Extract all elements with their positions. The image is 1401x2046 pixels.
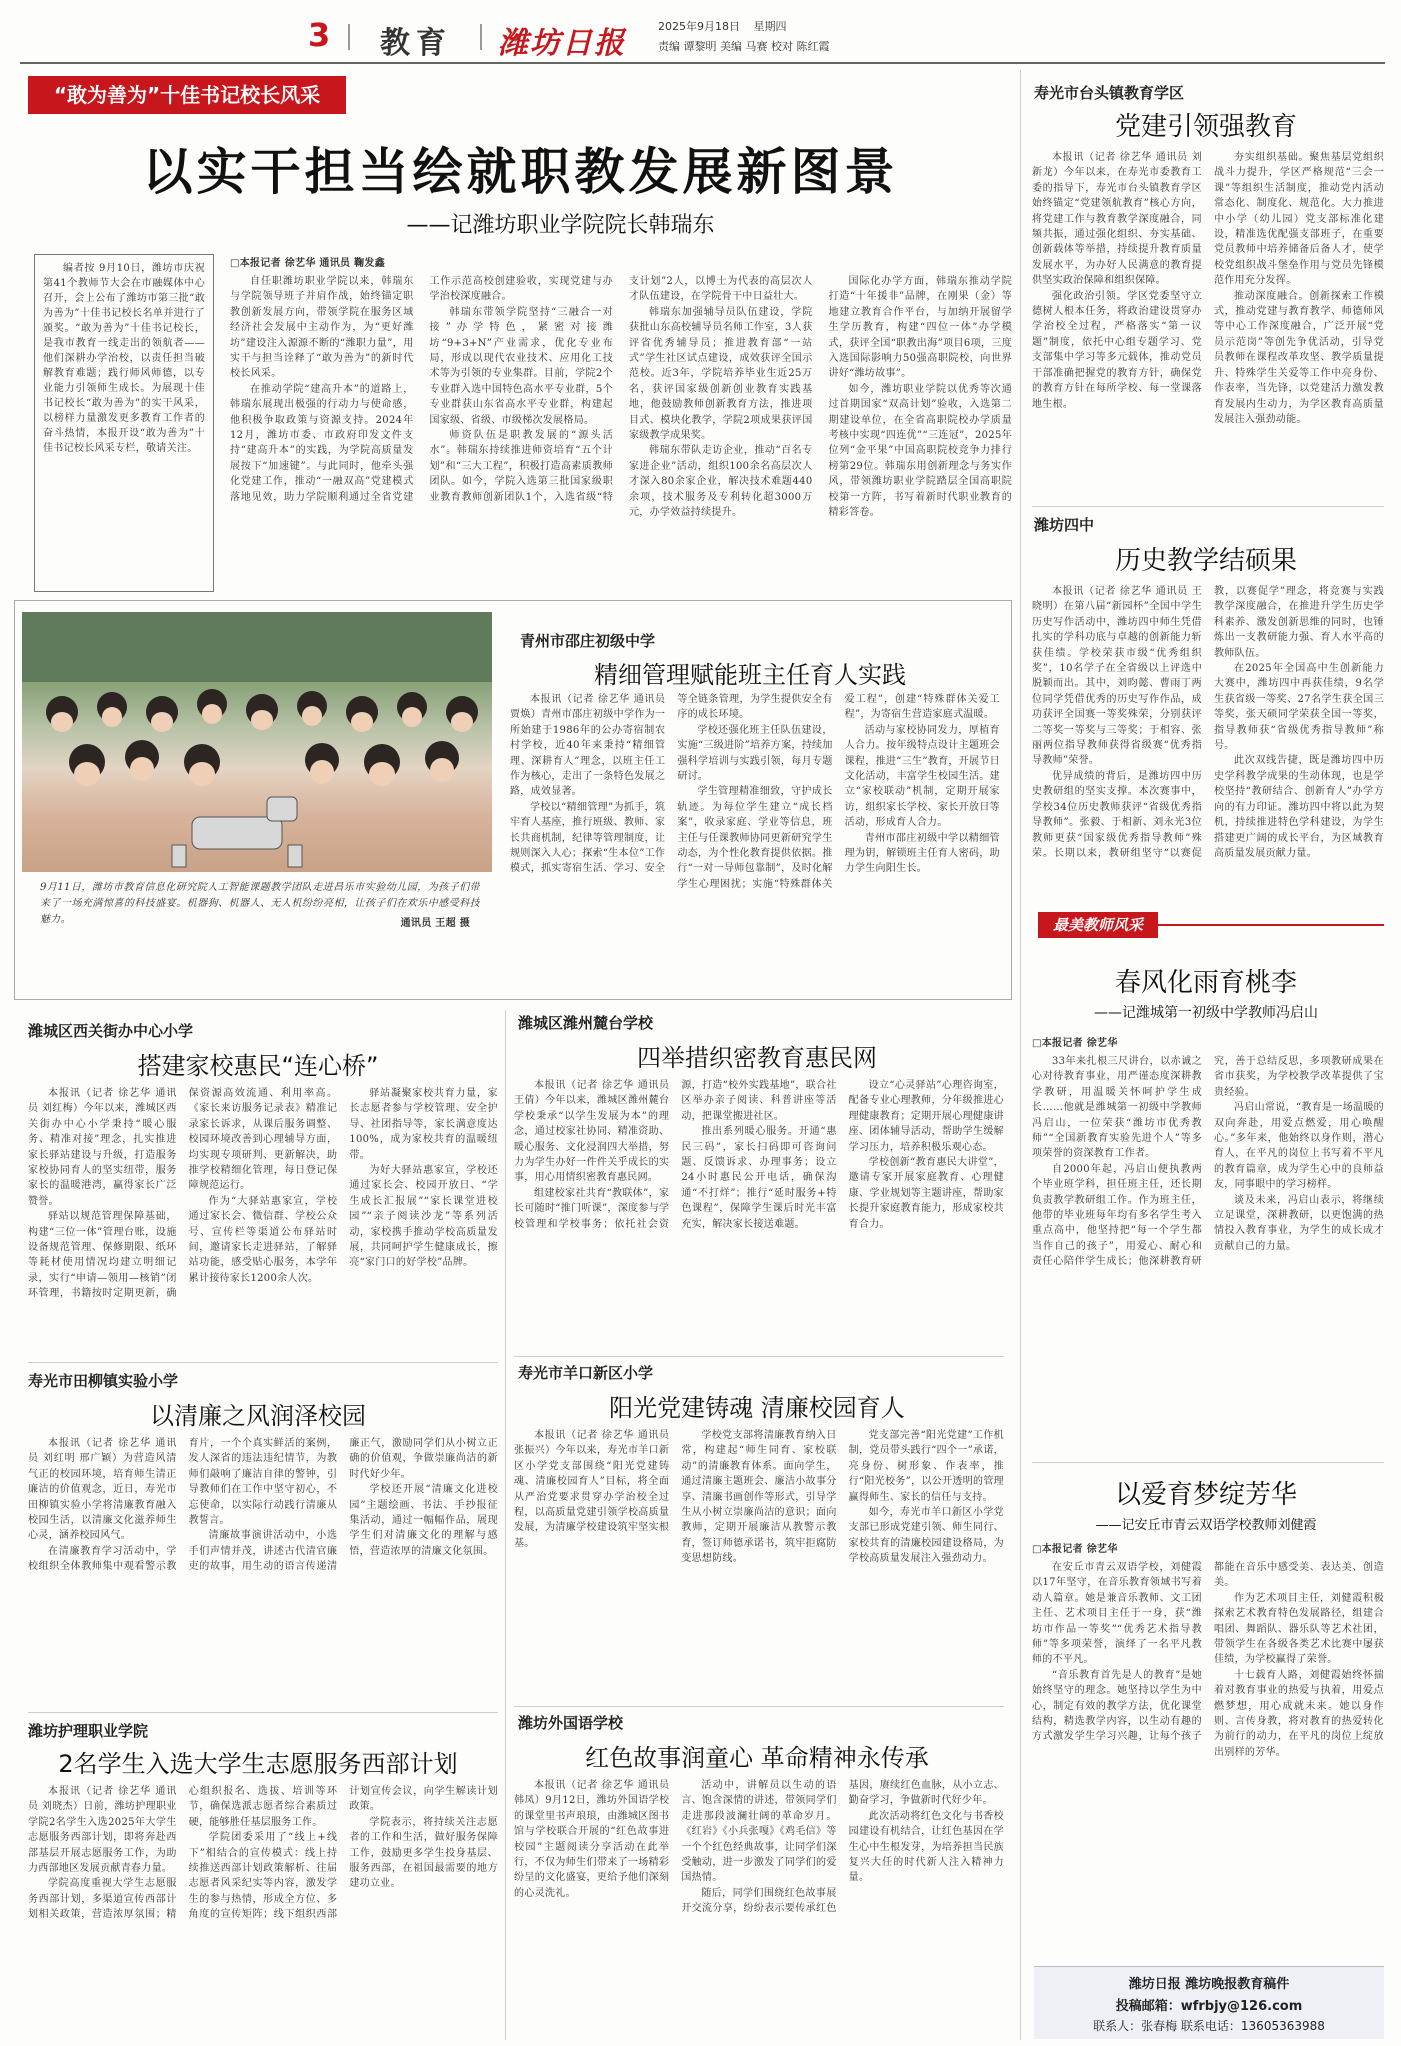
anqiu-paragraph: “音乐教育首先是人的教育”是她始终坚守的理念。她坚持以学生为中心，制定有效的教学方法，优化课堂结构，精选教学内容，以生动有趣的方式激发学生学习兴趣，让每个孩子都能在音乐中感受美、表达美、创造美。: [1032, 1562, 1384, 1743]
xiguan-body: [28, 1086, 498, 1354]
yilin-paragraph: 本报讯（记者 徐艺华 通讯员 贾焕）青州市邵庄初级中学作为一所始建于1986年的公办寄宿制农村学校，近40年来秉持“精细管理、深耕育人”理念，以班主任工作为核心，走出了一条特色发展之路，成效显著。: [510, 694, 666, 798]
four-title: 历史教学结硕果: [1114, 546, 1297, 576]
weizhou-paragraph: 设立“心灵驿站”心理咨询室，配备专业心理教师，分年级推进心理健康教育；定期开展心理健康讲座、团体辅导活动，帮助学生缓解学习压力，培养积极乐观心态。: [848, 1080, 1004, 1153]
page-number: 3: [308, 16, 331, 54]
changyi-paragraph: 冯启山常说，“教育是一场温暖的双向奔赴，用爱点燃爱，用心唤醒心。”多年来，他始终以身作则，潜心育人，在平凡的岗位上书写着不平凡的教育篇章，成为学生心中的良师益友，同事眼中的学习榜样。: [1214, 1102, 1384, 1191]
yilin-body: [510, 692, 1000, 992]
xiguan-paragraph: 驿站凝聚家校共育力量，家长志愿者参与学校管理、安全护导、社团指导等，家长满意度达100%，成为家校共育的温暖纽带。: [349, 1088, 498, 1161]
photo-credit: 通讯员 王超 摄: [400, 918, 470, 929]
lead-paragraph: 韩瑞东带队走访企业，推动“百名专家进企业”活动，组织100余名高层次人才深入80余家企业，解决技术难题440余项，技术服务及专利转化超3000万元，办学效益持续提升。: [629, 445, 813, 519]
divider: [28, 1362, 498, 1363]
changyi-paragraph: 谈及未来，冯启山表示，将继续立足课堂，深耕教研，以更饱满的热情投入教育事业，为学生的成长成才贡献自己的力量。: [1214, 1194, 1384, 1252]
tianliu-paragraph: 本报讯（记者 徐艺华 通讯员 刘红明 邢广颖）为营造风清气正的校园环境，培育师生清正廉洁的价值观念，近日，寿光市田柳镇实验小学将清廉教育融入校园生活，以清廉文化滋养师生心灵，涵养校园风气。: [28, 1438, 177, 1542]
changyi-paragraph: 自2000年起，冯启山便执教两个毕业班学科，担任班主任，还长期负责教学教研组工作。作为班主任，他带的毕业班每年均有多名学生考入重点高中，他坚持把“每一个学生都当作自己的孩子”，用爱心、耐心和责任心陪伴学生成长；他深耕教育研究，善于总结反思，多项教研成果在省市获奖，为学校教学改革提供了宝贵经验。: [1032, 1056, 1384, 1268]
divider: [28, 1712, 498, 1713]
weizhou-title: 四举措织密教育惠民网: [637, 1044, 877, 1072]
issue-date: [658, 18, 787, 34]
taitou-paragraph: 本报讯（记者 徐艺华 通讯员 刘新龙）今年以来，在寿光市委教育工委的指导下，寿光市台头镇教育学区始终锚定“党建领航教育”核心方向，将党建工作与教育教学深度融合，同频共振，通过强化组织、夯实基础、创新载体等举措，持续提升教育质量发展水平，为办好人民满意的教育提供坚实政治保障和组织保障。: [1032, 152, 1202, 287]
changyi-body: [1032, 1054, 1384, 1458]
xiguan-paragraph: 本报讯（记者 徐艺华 通讯员 刘红梅）今年以来，潍城区西关街办中心小学秉持“暖心服务、精准对接”理念，扎实推进家长驿站建设与升级，打造服务家校协同育人的坚实纽带，服务家长的温暖港湾，赢得家长广泛赞誉。: [28, 1088, 177, 1207]
tianliu-section: 寿光市田柳镇实验小学: [28, 1372, 179, 1390]
four-paragraph: 本报讯（记者 徐艺华 通讯员 王晓明）在第八届“新园杯”全国中学生历史写作活动中，潍坊四中师生凭借扎实的学科功底与卓越的创新能力斩获佳绩。学校荣获市级“优秀组织奖”，10名学子在全省级以上评选中脱颖而出。其中，刘昀懿、曹雨丁两位同学凭借优秀的历史写作作品，成功获评全国赛一等奖殊荣，分别获评二等奖一等奖与三等奖；于相容、张丽两位指导教师获得省级赛“优秀指导教师”荣誉。: [1032, 586, 1202, 767]
lead-paragraph: 在推动学院“建高升本”的道路上，韩瑞东展现出极强的行动力与使命感，他积极争取政策与资源支持。2024年12月，潍坊市委、市政府印发文件支持“建高升本”的实践，为学院高质量发展按下“加速键”。与此同时，他牵头强化党建工作，推动“一融双高”党建模式落地见效，助力学院顺利通过全省党建工作示范高校创建验收，实现党建与办学治校深度融合。: [230, 276, 613, 503]
four-section: 潍坊四中: [1034, 516, 1095, 534]
xiguan-paragraph: 为好大驿站惠家宣，学校还通过家长会、校园开放日、“学生成长汇报展”“家长课堂进校园”“亲子阅读沙龙”等系列活动，家校携手推动学校高质量发展，共同呵护学生健康成长，擦亮“家门口的好学校”品牌。: [349, 1165, 498, 1269]
yangkou-paragraph: 学校党支部将清廉教育纳入日常，构建起“师生同育、家校联动”的清廉教育体系。面向学生，通过清廉主题班会、廉洁小故事分享、清廉书画创作等形式，引导学生从小树立崇廉尚洁的意识；面向教师，定期开展廉洁从教警示教育，签订师德承诺书，筑牢拒腐防变思想防线。: [681, 1430, 837, 1565]
section-name: 教育: [380, 26, 452, 61]
column-rule: [505, 1010, 506, 2040]
children-robot-scene: [22, 612, 492, 872]
foreign-paragraph: 活动中，讲解员以生动的语言、饱含深情的讲述，带领同学们走进那段波澜壮阔的革命岁月。《红岩》《小兵张嘎》《鸡毛信》等一个个红色经典故事，让同学们深受触动，进一步激发了同学们的爱国热情。: [681, 1780, 837, 1884]
taitou-body: [1032, 150, 1384, 510]
weekday-text: 星期四: [753, 20, 787, 33]
page-header: [20, 14, 1385, 60]
foreign-paragraph: 随后，同学们围绕红色故事展开交流分享，纷纷表示要传承红色基因，赓续红色血脉，从小立志、勤奋学习，争做新时代好少年。: [681, 1780, 1004, 1915]
huli-paragraph: 学院高度重视大学生志愿服务西部计划，多渠道宣传西部计划相关政策，营造浓厚氛围；精心组织报名、选拔、培训等环节，确保选派志愿者综合素质过硬，能够胜任基层服务工作。: [28, 1786, 338, 1921]
divider: [1032, 1462, 1384, 1463]
date-text: 2025年9月18日: [658, 20, 740, 33]
lead-paragraph: 如今，潍坊职业学院以优秀等次通过首期国家“双高计划”验收，入选第二期建设单位，在全省高职院校办学质量考核中实现“四连优”“三连冠”，2025年位列“金平果”中国高职院校竞争力排行榜第29位。韩瑞东用创新理念与务实作风，带领潍坊职业学院踏层全国高职院校第一方阵，书写着新时代职业教育的精彩答卷。: [828, 383, 1012, 519]
foreign-paragraph: 本报讯（记者 徐艺华 通讯员 韩凤）9月12日，潍坊外国语学校的课堂里书声琅琅，由潍城区图书馆与学校联合开展的“红色故事进校园”主题阅读分享活动在此举行，不仅为师生们带来了一场精彩纷呈的文化盛宴，更给予他们深刻的心灵洗礼。: [514, 1780, 670, 1899]
xiguan-section: 潍城区西关街办中心小学: [28, 1022, 194, 1040]
weizhou-section: 潍城区潍州麓台学校: [518, 1014, 654, 1032]
lead-subtitle: ——记潍坊职业学院院长韩瑞东: [406, 213, 715, 238]
divider: [1032, 506, 1384, 507]
tianliu-paragraph: 在清廉教育学习活动中，学校组织全体教师集中观看警示教育片，一个个真实鲜活的案例，发人深省的违法违纪情节，为教师们敲响了廉洁自律的警钟，引导教师们在工作中坚守初心，不忘使命，以实际行动践行清廉从教誓言。: [28, 1438, 338, 1573]
yilin-section: 青州市邵庄初级中学: [520, 632, 656, 650]
column-tag-text: 最美教师风采: [1052, 916, 1143, 934]
weizhou-paragraph: 本报讯（记者 徐艺华 通讯员 王倩）今年以来，潍城区潍州麓台学校秉承“以学生发展为本”的理念，通过校家社协同、精准资助、暖心服务、文化浸润四大举措，努力为学生办好一件件关乎成长的实事，用心用情织密教育惠民网。: [514, 1080, 670, 1184]
huli-title: 2名学生入选大学生志愿服务西部计划: [58, 1750, 458, 1778]
taitou-title: 党建引领强教育: [1114, 112, 1297, 142]
column-tag: [1038, 912, 1158, 938]
huli-paragraph: 学院表示，将持续关注志愿者的工作和生活，做好服务保障工作，鼓励更多学生投身基层、服务西部，在祖国最需要的地方建功立业。: [349, 1816, 498, 1890]
header-divider-2: [480, 24, 482, 50]
column-banner-text: “敢为善为”十佳书记校长风采: [53, 83, 321, 107]
tianliu-title: 以清廉之风润泽校园: [150, 1402, 366, 1430]
huli-body: [28, 1784, 498, 2034]
lead-paragraph: 韩瑞东带领学院坚持“三融合一对接”办学特色，紧密对接潍坊“9+3+N”产业需求，优化专业布局，形成以现代农业技术、应用化工技术等为引领的专业集群。目前，学院2个专业群入选中国特色高水平专业群，5个专业群获山东省高水平专业群，构建起国家级、省级、市级梯次发展格局。: [429, 306, 613, 426]
anqiu-paragraph: 十七载育人路，刘健霞始终怀揣着对教育事业的热爱与执着，用爱点燃梦想，用心成就未来。她以身作则、言传身教，将对教育的热爱转化为前行的动力，在平凡的岗位上绽放出别样的芳华。: [1214, 1669, 1384, 1758]
xiguan-paragraph: 驿站以规范管理保障基础，构建“三位一体”管理台账，设施设备规范管理、保修期限、纸环等耗材使用情况均建立明细记录，实行“申请—领用—核销”闭环管理，书籍按时定期更新，确保资源高效流通、利用率高。《家长来访服务记录表》精准记录家长诉求，从课后服务调整、校园环境改善到心理辅导方面，均实现专项研判、更新解决，助推学校精细化管理，每日登记保障规范运行。: [28, 1088, 338, 1300]
four-paragraph: 优异成绩的背后，是潍坊四中历史教研组的坚实支撑。本次赛事中，学校34位历史教师获评“省级优秀指导教师”。张毅、于相新、刘永光3位教师更获“国家级优秀指导教师”殊荣。长期以来，教研组坚守“以赛促教，以赛促学”理念，将竞赛与实践教学深度融合，在推进升学生历史学科素养、激发创新思维的同时，也锤炼出一支教研能力强、育人水平高的教师队伍。: [1032, 586, 1384, 859]
divider: [514, 1706, 1004, 1707]
tianliu-body: [28, 1436, 498, 1706]
taitou-paragraph: 夯实组织基础。聚焦基层党组织战斗力提升，学区严格规范“三会一课”等组织生活制度，推动党内活动常态化、制度化、规范化。大力推进中小学（幼儿园）党支部标准化建设，精准选优配强支部班子，在重要党员教师中培养储备后备人才，使学校党组织战斗堡垒作用与党员先锋模范作用充分发挥。: [1214, 152, 1384, 287]
divider: [514, 1356, 1004, 1357]
yilin-title: 精细管理赋能班主任育人实践: [594, 661, 906, 689]
anqiu-body: [1032, 1560, 1384, 1956]
column-banner: [28, 76, 346, 114]
yilin-paragraph: 青州市邵庄初级中学以精细管理为钥，解锁班主任育人密码，助力学生向阳生长。: [844, 832, 1000, 875]
four-paragraph: 此次双线告捷，既是潍坊四中历史学科教学成果的生动体现，也是学校坚持“教研结合、创新育人”办学方向的有力印证。潍坊四中将以此为契机，持续推进特色学科建设，为学生搭建更广阔的成长平台，为区域教育高质量发展贡献力量。: [1214, 755, 1384, 859]
weizhou-paragraph: 推出系列暖心服务。开通“惠民三码”，家长扫码即可咨询问题、反馈诉求、办理事务；设立24小时惠民公开电话，确保沟通“不打烊”；推行“延时服务+特色课程”，保障学生课后时光丰富充实，解决家长接送难题。: [681, 1126, 837, 1230]
yilin-paragraph: 学校以“精细管理”为抓手，筑牢育人基座，推行班级、教师、家长共商机制，纪律等管理制度，让规则深入人心；探索“生本位”工作模式，抓实寄宿生活、学习、安全等全链条管理，为学生提供安全有序的成长环境。: [510, 694, 833, 875]
lead-paragraph: 师资队伍是职教发展的“源头活水”。韩瑞东持续推进师资培育“五个计划”和“三大工程”，积极打造高素质教师团队。如今，学院入选第三批国家级职业教育教师创新团队1个，入选省级“特支计划”2人，以博士为代表的高层次人才队伍建设，在学院骨干中日益壮大。: [429, 276, 813, 503]
foreign-section: 潍坊外国语学校: [518, 1714, 624, 1732]
yangkou-paragraph: 如今，寿光市羊口新区小学党支部已形成党建引领、师生同行、家校共育的清廉校园建设格局，为学校高质量发展注入强劲动力。: [848, 1507, 1004, 1565]
tianliu-paragraph: 清廉故事演讲活动中，小选手们声情并茂，讲述古代清官廉吏的故事，用生动的语言传递清廉正气，激励同学们从小树立正确的价值观，争做崇廉尚洁的新时代好少年。: [188, 1438, 498, 1573]
yangkou-title: 阳光党建铸魂 清廉校园育人: [609, 1394, 905, 1422]
anqiu-title: 以爱育梦绽芳华: [1114, 1480, 1297, 1510]
four-body: [1032, 584, 1384, 896]
header-divider: [348, 24, 350, 50]
editor-note: 编者按 9月10日，潍坊市庆祝第41个教师节大会在市融媒体中心召开，会上公布了潍坊市第三批“敢为善为”十佳书记校长名单并进行了颁奖。“敢为善为”十佳书记校长，是我市教育一线走出的领航者——他们深耕办学治校，以责任担当破解教育难题；践行师风师德，以专业能力引领师生成长。为展现十佳书记校长“敢为善为”的实干风采，以榜样力量激发更多教育工作者的奋斗热情，本报开设“敢为善为”十佳书记校长风采专栏，敬请关注。: [43, 263, 205, 454]
weizhou-body: [514, 1078, 1004, 1350]
yangkou-paragraph: 本报讯（记者 徐艺华 通讯员 张振兴）今年以来，寿光市羊口新区小学党支部围绕“阳光党建铸魂、清廉校园育人”目标，将全面从严治党要求贯穿办学治校全过程，以高质量党建引领学校高质量发展，为清廉学校建设筑牢坚实根基。: [514, 1430, 670, 1549]
xiguan-title: 搭建家校惠民“连心桥”: [137, 1052, 379, 1080]
lead-title: 以实干担当绘就职教发展新图景: [142, 143, 899, 201]
editor-note-box: [34, 254, 214, 592]
xiguan-paragraph: 作为“大驿站惠家宣，学校通过家长会、微信群、学校公众号、宣传栏等渠道公布驿站时间，邀请家长走进驿站，了解驿站功能，感受贴心服务，本学年累计接待家长1200余人次。: [188, 1195, 338, 1284]
changyi-subtitle: ——记潍城第一初级中学教师冯启山: [1094, 1005, 1318, 1021]
anqiu-paragraph: 在安丘市青云双语学校，刘健霞以17年坚守，在音乐教育领域书写着动人篇章。她是兼音乐教师、文工团主任、艺术项目主任于一身，获“潍坊市作品一等奖”“优秀艺术指导教师”等多项荣誉，演绎了一名平凡教师的不平凡。: [1032, 1562, 1202, 1666]
huli-paragraph: 学院团委采用了“线上+线下”相结合的宣传模式：线上持续推送西部计划政策解析、往届志愿者风采纪实等内容，激发学生的参与热情，形成全方位、多角度的宣传矩阵；线下组织西部计划宣传会议，向学生解读计划政策。: [188, 1786, 498, 1921]
contact-line-1: 潍坊日报 潍坊晚报教育稿件: [1128, 1977, 1290, 1992]
huli-section: 潍坊护理职业学院: [28, 1722, 149, 1740]
anqiu-subtitle: ——记安丘市青云双语学校教师刘健霞: [1095, 1518, 1317, 1533]
right-column-rule: [1020, 70, 1021, 2040]
yilin-paragraph: 学校还强化班主任队伍建设，实施“三级进阶”培养方案，持续加强科学培训与实践引领，每月专题研讨。: [677, 724, 833, 783]
yangkou-section: 寿光市羊口新区小学: [518, 1364, 654, 1382]
photo-caption: 9月11日，潍坊市教育信息化研究院人工智能课题教学团队走进昌乐市实验幼儿园，为孩子们带来了一场充满惊喜的科技盛宴。机器狗、机器人、无人机纷纷亮相，让孩子们在欢乐中感受科技魅力。: [40, 882, 480, 925]
changyi-title: 春风化雨育桃李: [1114, 968, 1297, 998]
taitou-section: 寿光市台头镇教育学区: [1034, 84, 1185, 102]
weizhou-paragraph: 学校创新“教育惠民大讲堂”，邀请专家开展家庭教育、心理健康、学业规划等主题讲座，帮助家长提升家庭教育能力，形成家校共育合力。: [848, 1157, 1004, 1230]
yangkou-body: [514, 1428, 1004, 1700]
yilin-paragraph: 学生管理精准细致，守护成长轨迹。为每位学生建立“成长档案”，收录家庭、学业等信息，班主任与任课教师协同更新研究学生动态，为个性化教育提供依据。推行“一对一导师包靠制”，及时化解学生心理困扰；实施“特殊群体关爱工程”，创建“特殊群体关爱工程”，为寄宿生营造家庭式温暖。: [677, 694, 1000, 890]
lead-paragraph: 韩瑞东加强辅导员队伍建设，学院获批山东高校辅导员名师工作室，3人获评省优秀辅导员；推进教育部“一站式”学生社区试点建设，成效获评全国示范校。近3年，学院培养毕业生近25万名，获评国家级创新创业教育实践基地，他鼓励教师创新教育方法，推进项目式、模块化教学，学院2项成果获评国家级教学成果奖。: [629, 306, 813, 442]
anqiu-paragraph: 作为艺术项目主任，刘健霞积极探索艺术教育特色发展路径，组建合唱团、舞蹈队、器乐队等艺术社团，带领学生在各级各类艺术比赛中屡获佳绩，为学校赢得了荣誉。: [1214, 1592, 1384, 1666]
contact-box: [1034, 1966, 1384, 2039]
yilin-paragraph: 活动与家校协同发力，厚植育人合力。按年级特点设计主题班会课程，推进“三生”教育，开展节日文化活动，丰富学生校园生活。建立“家校联动”机制，定期开展家访，组织家长学校、家长开放日等活动，形成育人合力。: [844, 724, 1000, 829]
taitou-paragraph: 强化政治引领。学区党委坚守立德树人根本任务，将政治建设贯穿办学治校全过程，严格落实“第一议题”制度，依托中心组专题学习、党支部集中学习等多元载体，推动党员干部准确把握党的教育方针，确保党的教育方针在每所学校、每一堂课落地生根。: [1032, 290, 1202, 410]
changyi-paragraph: 33年来扎根三尺讲台，以赤诚之心对待教育事业，用严谨态度深耕教学教研，用温暖关怀呵护学生成长……他就是潍城第一初级中学教师冯启山，一位荣获“潍坊市优秀教师”“全国新教育实验先进个人”等多项荣誉的资深教育工作者。: [1032, 1056, 1202, 1160]
changyi-byline: □本报记者 徐艺华: [1032, 1038, 1118, 1049]
huli-paragraph: 本报讯（记者 徐艺华 通讯员 刘晓杰）日前，潍坊护理职业学院2名学生入选2025年大学生志愿服务西部计划，即将奔赴西部基层开展志愿服务工作，为助力西部地区发展贡献青春力量。: [28, 1786, 177, 1875]
contact-phone: 联系人：张春梅 联系电话：13605363988: [1093, 2019, 1325, 2033]
tianliu-paragraph: 学校还开展“清廉文化进校园”主题绘画、书法、手抄报征集活动，通过一幅幅作品，展现学生们对清廉文化的理解与感悟，营造浓厚的清廉文化氛围。: [349, 1484, 498, 1557]
four-paragraph: 在2025年全国高中生创新能力大赛中，潍坊四中再获佳绩，9名学生获省级一等奖、27名学生获全国三等奖，张天硕同学荣获全国一等奖，指导教师获“省级优秀指导教师”称号。: [1214, 663, 1384, 752]
paper-logo: 潍坊日报: [498, 26, 626, 61]
staff-line: 责编 谭黎明 美编 马赛 校对 陈红霞: [658, 40, 830, 53]
lead-byline: □本报记者 徐艺华 通讯员 鞠发鑫: [230, 258, 385, 269]
yangkou-paragraph: 党支部完善“阳光党建”工作机制，党员带头践行“四个一”承诺，亮身份、树形象、作表率，推行“阳光校务”，以公开透明的管理赢得师生、家长的信任与支持。: [848, 1430, 1004, 1503]
header-rule: [20, 62, 1385, 64]
taitou-paragraph: 推动深度融合。创新探索工作模式，推动党建与教育教学、师德师风等中心工作深度融合，广泛开展“党员示范岗”等创先争优活动，引导党员教师在课程改革攻坚、教学质量提升、特殊学生关爱等工作中亮身份、作表率，当先锋，以党建活力激发教育发展内生动力，为学区教育高质量发展注入强劲动能。: [1214, 290, 1384, 425]
weizhou-paragraph: 组建校家社共育“教联体”，家长可随时“推门听课”，深度参与学校管理和学校事务；依托社会资源，打造“校外实践基地”，联合社区举办亲子阅读、科普讲座等活动，把课堂搬进社区。: [514, 1080, 837, 1230]
lead-paragraph: 国际化办学方面，韩瑞东推动学院打造“十年援非”品牌，在刚果（金）等地建立教育合作平台，与加纳开展留学生学历教育，构建“四位一体”办学模式，获评全国“职教出海”项目6项，三度入选国际影响力50强高职院校，向世界讲好“潍坊故事”。: [828, 276, 1012, 380]
foreign-paragraph: 此次活动将红色文化与书香校园建设有机结合，让红色基因在学生心中生根发芽，为培养担当民族复兴大任的时代新人注入精神力量。: [848, 1810, 1004, 1884]
contact-email[interactable]: 投稿邮箱：wfrbjy@126.com: [1115, 1999, 1303, 2014]
foreign-title: 红色故事润童心 革命精神永传承: [585, 1744, 929, 1772]
foreign-body: [514, 1778, 1004, 2034]
lead-paragraph: 自任职潍坊职业学院以来，韩瑞东与学院领导班子并肩作战，始终锚定职教创新发展方向，带领学院在服务区域经济社会发展中主动作为，为“更好潍坊”建设注入源源不断的“潍职力量”，用实干与担当诠释了“敢为善为”的新时代校长风采。: [230, 276, 414, 380]
lead-body: [230, 274, 1012, 590]
column-tag-rule: [1158, 924, 1384, 926]
anqiu-byline: □本报记者 徐艺华: [1032, 1544, 1118, 1555]
news-photo: [22, 612, 492, 872]
